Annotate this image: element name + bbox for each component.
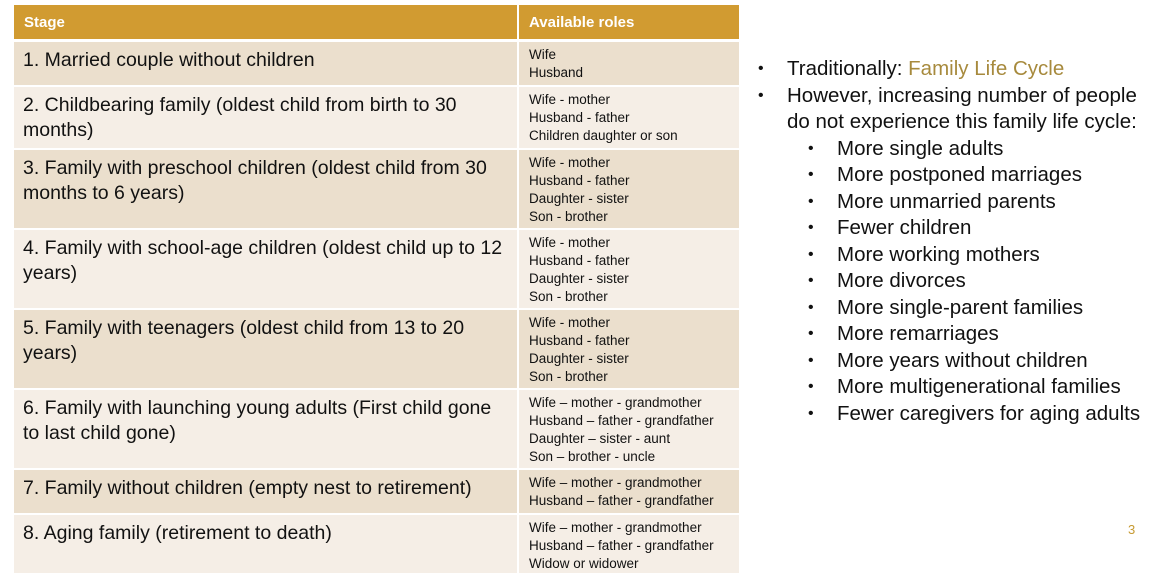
bullet-however [758, 83, 1170, 136]
stage-cell: 6. Family with launching young adults (First child gone to last child gone) [14, 389, 518, 469]
table-row [14, 309, 740, 389]
role-item: Widow or widower [529, 555, 639, 571]
page-number: 3 [1128, 522, 1136, 537]
roles-cell [518, 514, 740, 574]
stage-cell: 7. Family without children (empty nest to retirement) [14, 469, 518, 514]
stage-cell: 8. Aging family (retirement to death) [14, 514, 518, 574]
bullet-dot-icon: • [808, 351, 814, 369]
header-available-roles: Available roles [518, 5, 740, 41]
role-item: Daughter – sister - aunt [529, 430, 671, 446]
bullet-dot-icon: • [808, 139, 814, 157]
bullet-dot-icon: • [758, 86, 764, 104]
sub-bullet-list [808, 136, 1170, 428]
role-item: Husband – father - grandfather [529, 537, 714, 553]
sub-bullet-item [808, 321, 1170, 348]
role-item: Husband – father - grandfather [529, 412, 714, 428]
role-item: Daughter - sister [529, 190, 629, 206]
role-item: Husband - father [529, 109, 630, 125]
bullet-dot-icon: • [758, 60, 764, 77]
roles-cell [518, 469, 740, 514]
sub-bullet-text: More single-parent families [837, 295, 1084, 319]
family-life-cycle-highlight: Family Life Cycle [908, 57, 1065, 80]
sub-bullet-item [808, 401, 1170, 428]
bullet-dot-icon: • [808, 378, 814, 395]
bullet-dot-icon: • [808, 219, 814, 236]
sub-bullet-item [808, 162, 1170, 189]
stage-cell: 2. Childbearing family (oldest child from birth to 30 months) [14, 86, 518, 149]
table-row [14, 149, 740, 229]
role-item: Children daughter or son [529, 127, 678, 143]
role-item: Husband - father [529, 252, 630, 268]
bullet-text: Traditionally: [787, 57, 909, 80]
family-life-cycle-table [14, 5, 741, 575]
role-item: Son - brother [529, 208, 608, 224]
role-item: Husband - father [529, 332, 630, 348]
role-item: Wife - mother [529, 234, 611, 250]
role-item: Wife – mother - grandmother [529, 519, 702, 535]
table-row [14, 469, 740, 514]
sub-bullet-text: Fewer caregivers for aging adults [837, 401, 1141, 425]
bullet-dot-icon: • [808, 245, 814, 263]
role-item: Wife [529, 47, 556, 62]
sub-bullet-text: More single adults [837, 136, 1004, 160]
sub-bullet-item [808, 295, 1170, 322]
sub-bullet-text: More years without children [837, 348, 1088, 372]
bullet-dot-icon: • [808, 192, 814, 210]
bullet-text: However, increasing number of people [787, 83, 1137, 107]
bullet-dot-icon: • [808, 404, 814, 422]
sub-bullet-item [808, 348, 1170, 375]
table-row [14, 514, 740, 574]
table-row [14, 86, 740, 149]
sub-bullet-text: Fewer children [837, 216, 972, 239]
header-stage: Stage [14, 5, 518, 41]
stage-cell: 3. Family with preschool children (oldest child from 30 months to 6 years) [14, 149, 518, 229]
roles-cell [518, 389, 740, 469]
stage-cell: 5. Family with teenagers (oldest child from 13 to 20 years) [14, 309, 518, 389]
table-header-row [14, 5, 740, 41]
table-row [14, 389, 740, 469]
stage-cell: 1. Married couple without children [14, 41, 518, 86]
role-item: Son - brother [529, 368, 608, 384]
roles-cell [518, 86, 740, 149]
role-item: Wife - mother [529, 154, 611, 170]
sub-bullet-item [808, 242, 1170, 269]
role-item: Husband – father - grandfather [529, 492, 714, 508]
role-item: Wife – mother - grandmother [529, 394, 702, 410]
stage-cell: 4. Family with school-age children (oldest child up to 12 years) [14, 229, 518, 309]
sub-bullet-text: More working mothers [837, 242, 1040, 266]
bullet-text: do not experience this family life cycle: [787, 110, 1137, 133]
role-item: Wife - mother [529, 91, 611, 107]
sub-bullet-text: More postponed marriages [837, 163, 1082, 186]
role-item: Daughter - sister [529, 350, 629, 366]
sub-bullet-item [808, 136, 1170, 163]
roles-cell [518, 149, 740, 229]
sub-bullet-item [808, 215, 1170, 242]
sub-bullet-item [808, 189, 1170, 216]
sub-bullet-item [808, 374, 1170, 401]
bullet-dot-icon: • [808, 166, 814, 183]
sub-bullet-text: More remarriages [837, 322, 999, 345]
role-item: Son – brother - uncle [529, 448, 656, 464]
role-item: Wife - mother [529, 314, 611, 330]
sub-bullet-text: More divorces [837, 269, 966, 292]
role-item: Son - brother [529, 288, 608, 304]
bullet-dot-icon: • [808, 325, 814, 342]
role-item: Wife – mother - grandmother [529, 474, 702, 490]
roles-cell [518, 309, 740, 389]
role-item: Husband [529, 65, 584, 80]
sub-bullet-item [808, 268, 1170, 295]
table-row [14, 229, 740, 309]
roles-cell [518, 229, 740, 309]
sub-bullet-text: More multigenerational families [837, 375, 1121, 398]
bullet-dot-icon: • [808, 298, 814, 316]
roles-cell [518, 41, 740, 86]
role-item: Daughter - sister [529, 270, 629, 286]
sub-bullet-text: More unmarried parents [837, 189, 1056, 213]
table-row [14, 41, 740, 86]
bullet-dot-icon: • [808, 272, 814, 289]
bullet-traditionally [758, 56, 1170, 83]
bullet-list [758, 56, 1170, 427]
role-item: Husband - father [529, 172, 630, 188]
